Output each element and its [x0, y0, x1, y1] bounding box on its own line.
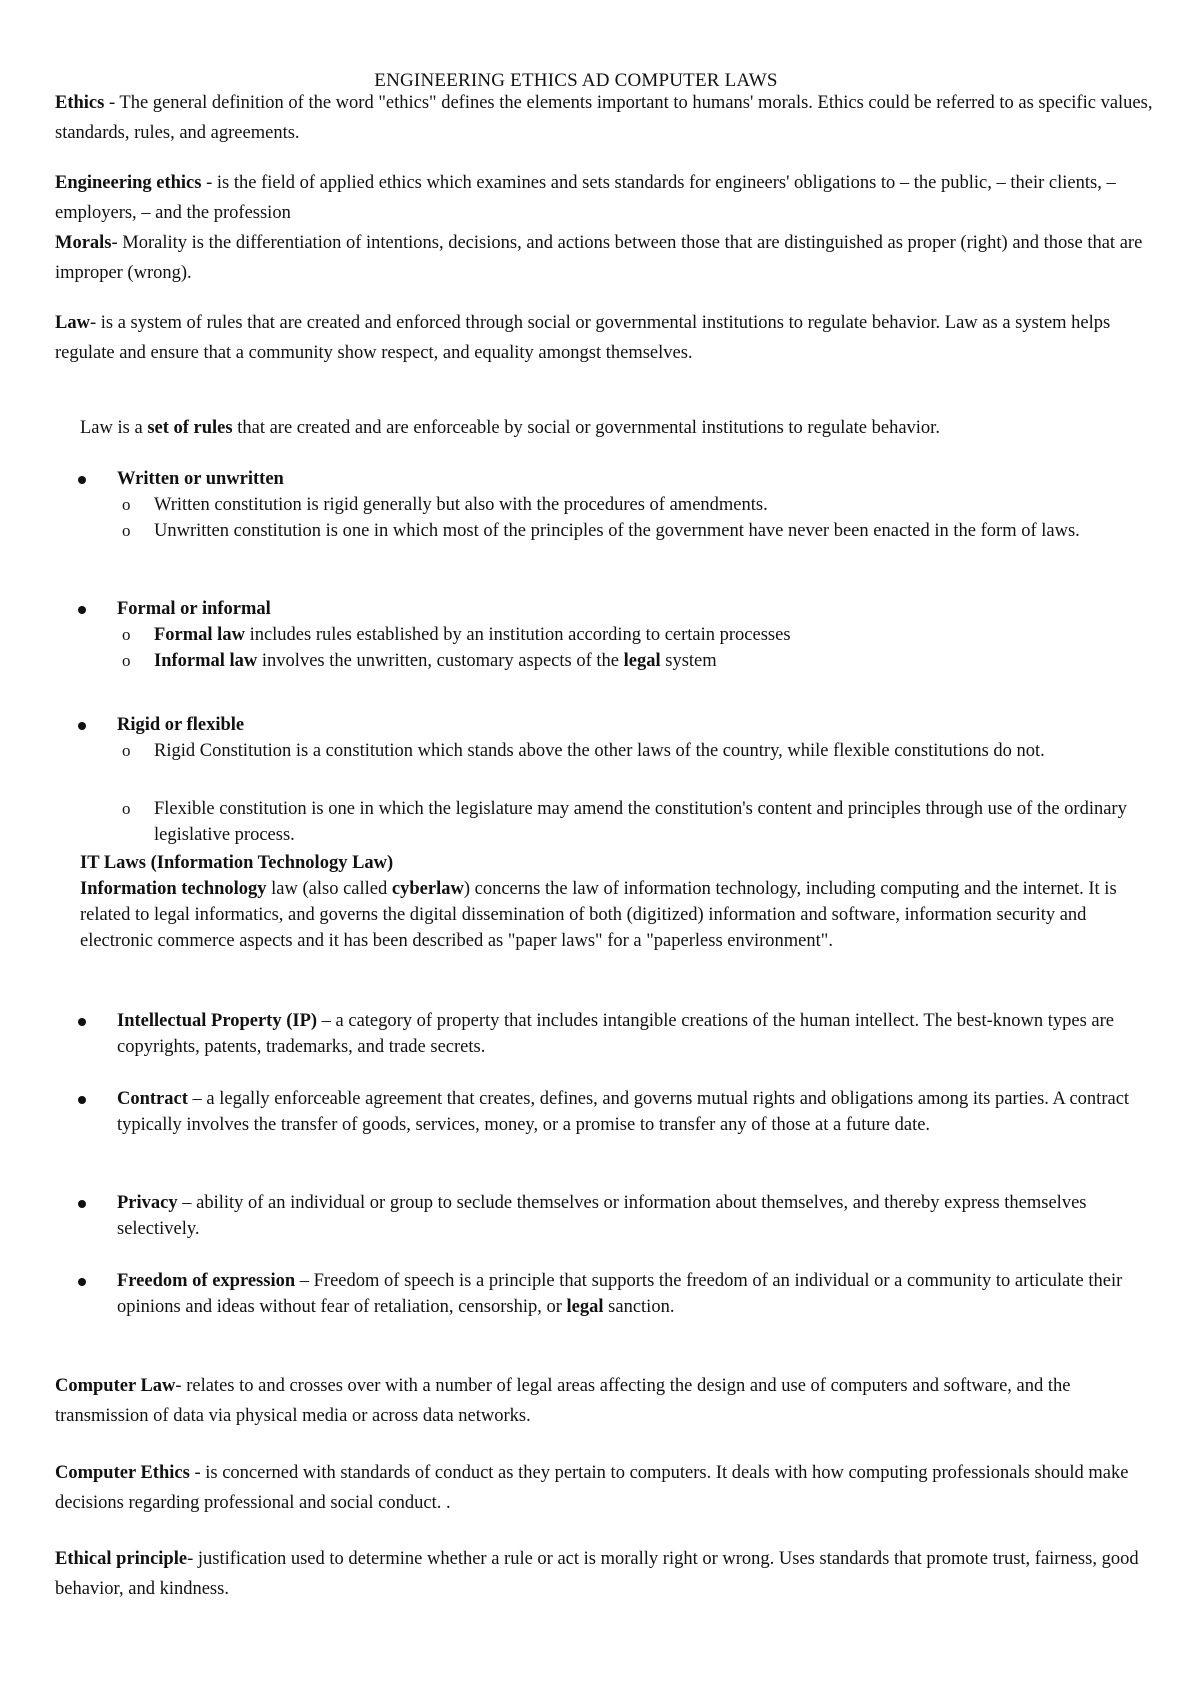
law-text: - is a system of rules that are created and enforced through social or governmental institutions to regulate behavior. Law as a system helps regulate and ensure that a community show respect, and equality amongst themselves.	[55, 313, 1111, 363]
sub-bullet: o	[122, 495, 131, 514]
law-type-heading	[117, 596, 1162, 622]
ethical-principle-term: Ethical principle	[55, 1549, 188, 1569]
ethical-principle-paragraph	[55, 1544, 1160, 1604]
it-topic-item	[117, 1086, 1162, 1138]
informal-law-term: Informal law	[154, 651, 258, 671]
it-topic-item	[117, 1190, 1162, 1242]
law-set-bold: set of rules	[147, 418, 233, 438]
law-paragraph	[55, 308, 1160, 368]
law-type-item: Written constitution is rigid generally but also with the procedures of amendments.	[154, 495, 768, 515]
bullet-dot	[78, 1018, 86, 1026]
engineering-ethics-text: - is the field of applied ethics which examines and sets standards for engineers' obligations to – the public, – their clients, – employers, – and the profession	[55, 173, 1116, 223]
law-type-item: Unwritten constitution is one in which most of the principles of the government have never been enacted in the form of laws.	[154, 521, 1080, 541]
bullet-dot	[78, 722, 86, 730]
law-set-post: that are created and are enforceable by social or governmental institutions to regulate behavior.	[232, 418, 940, 438]
ethical-principle-text: - justification used to determine whether a rule or act is morally right or wrong. Uses standards that promote trust, fairness, good behavior, and kindness.	[55, 1549, 1139, 1599]
ethics-paragraph	[55, 88, 1160, 148]
bullet-dot	[78, 1200, 86, 1208]
page-title: ENGINEERING ETHICS AD COMPUTER LAWS	[374, 70, 778, 91]
legal-word: legal	[566, 1297, 604, 1317]
bullet-dot	[78, 606, 86, 614]
morals-text: - Morality is the differentiation of intentions, decisions, and actions between those that are distinguished as proper (right) and those that are improper (wrong).	[55, 233, 1143, 283]
computer-ethics-text: - is concerned with standards of conduct as they pertain to computers. It deals with how computing professionals should make decisions regarding professional and social conduct. .	[55, 1463, 1129, 1513]
it-topic-text: – ability of an individual or group to seclude themselves or information about themselves, and thereby express themselves selectively.	[117, 1193, 1087, 1239]
sub-bullet: o	[122, 521, 131, 540]
morals-term: Morals	[55, 233, 112, 253]
computer-ethics-paragraph	[55, 1458, 1160, 1518]
law-set-pre: Law is a	[80, 418, 148, 438]
computer-law-term: Computer Law	[55, 1376, 176, 1396]
law-type-heading-text: Rigid or flexible	[117, 715, 245, 735]
it-topic-text: – a category of property that includes intangible creations of the human intellect. The best-known types are copyrights, patents, trademarks, and trade secrets.	[117, 1011, 1114, 1057]
it-pre: law (also called	[266, 879, 392, 899]
law-term: Law	[55, 313, 90, 333]
it-laws-paragraph	[80, 876, 1160, 954]
informal-law-post: system	[660, 651, 717, 671]
it-topic-term-suffix: (IP)	[281, 1011, 318, 1031]
it-term: Information technology	[80, 879, 267, 899]
cyberlaw-term: cyberlaw	[391, 879, 464, 899]
ethics-text: - The general definition of the word "ethics" defines the elements important to humans' morals. Ethics could be referred to as specific values, standards, rules, and agreements.	[55, 93, 1153, 143]
sub-bullet: o	[122, 651, 131, 670]
it-topic-text: – Freedom of speech is a principle that supports the freedom of an individual or a community to articulate their opinions and ideas without fear of retaliation, censorship, or	[117, 1271, 1123, 1317]
it-laws-heading	[80, 850, 1160, 876]
it-topic-term: Freedom of expression	[117, 1271, 296, 1291]
legal-word: legal	[623, 651, 661, 671]
bullet-dot	[78, 1278, 86, 1286]
computer-law-paragraph	[55, 1371, 1160, 1431]
law-type-heading-text: Formal or informal	[117, 599, 271, 619]
it-topic-item	[117, 1268, 1162, 1320]
it-topic-post: sanction.	[603, 1297, 675, 1317]
law-set-paragraph	[80, 413, 940, 443]
morals-paragraph	[55, 228, 1160, 288]
engineering-ethics-term: Engineering ethics	[55, 173, 202, 193]
formal-law-text: includes rules established by an institution according to certain processes	[244, 625, 791, 645]
law-type-item: Flexible constitution is one in which the legislature may amend the constitution's content and principles through use of the ordinary legislative process.	[154, 799, 1127, 845]
sub-bullet: o	[122, 741, 131, 760]
informal-law-text: involves the unwritten, customary aspects of the	[257, 651, 624, 671]
sub-bullet: o	[122, 625, 131, 644]
engineering-ethics-paragraph	[55, 168, 1160, 228]
sub-bullet: o	[122, 799, 131, 818]
it-laws-heading-text: IT Laws (Information Technology Law)	[80, 853, 394, 873]
computer-ethics-term: Computer Ethics	[55, 1463, 190, 1483]
computer-law-text: - relates to and crosses over with a number of legal areas affecting the design and use of computers and software, and the transmission of data via physical media or across data networks.	[55, 1376, 1071, 1426]
law-type-item	[154, 622, 1164, 648]
it-topic-term: Contract	[117, 1089, 188, 1109]
it-topic-term: Privacy	[117, 1193, 178, 1213]
formal-law-term: Formal law	[154, 625, 245, 645]
bullet-dot	[78, 476, 86, 484]
ethics-term: Ethics	[55, 93, 105, 113]
it-topic-text: – a legally enforceable agreement that creates, defines, and governs mutual rights and obligations among its parties. A contract typically involves the transfer of goods, services, money, or a promise to transfer any of those at a future date.	[117, 1089, 1130, 1135]
it-topic-item	[117, 1008, 1162, 1060]
law-type-heading	[117, 466, 1162, 492]
law-type-item: Rigid Constitution is a constitution which stands above the other laws of the country, while flexible constitutions do not.	[154, 741, 1045, 761]
law-type-heading	[117, 712, 1162, 738]
it-topic-term: Intellectual Property	[117, 1011, 282, 1031]
law-type-heading-text: Written or unwritten	[117, 469, 284, 489]
law-type-item	[154, 648, 1164, 674]
it-post: ) concerns the law of information technology, including computing and the internet. It is related to legal informatics, and governs the digital dissemination of both (digitized) information and software, information security and electronic commerce aspects and it has been described as "paper laws" for a "paperless environment".	[80, 879, 1117, 951]
bullet-dot	[78, 1096, 86, 1104]
